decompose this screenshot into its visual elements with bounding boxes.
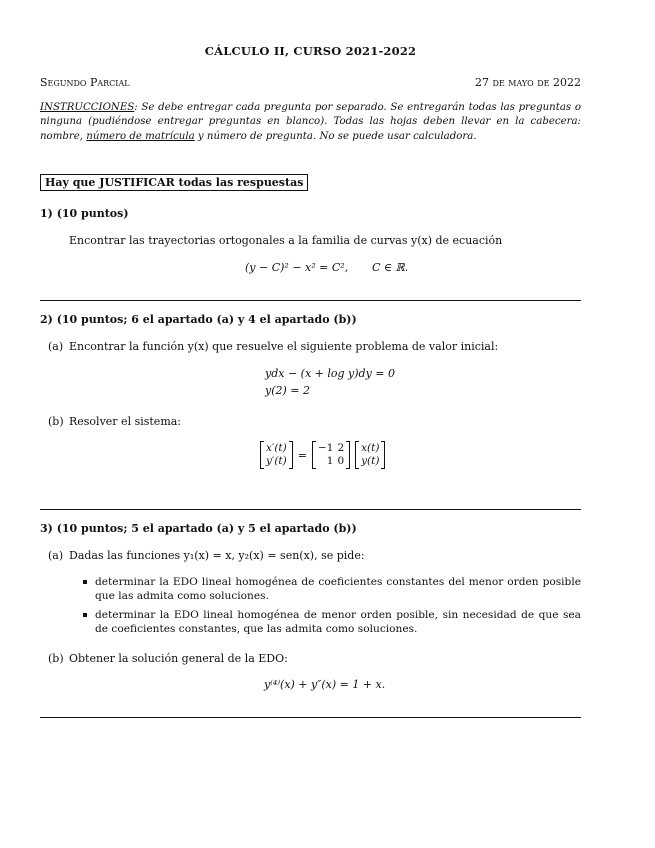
- q3a-label: (a): [48, 549, 64, 562]
- divider-1: [40, 300, 581, 301]
- q3-heading: 3) (10 puntos; 5 el apartado (a) y 5 el apartado (b)): [40, 522, 357, 535]
- justify-notice: Hay que JUSTIFICAR todas las respuestas: [40, 174, 308, 191]
- instructions-text-1: : Se debe entregar cada pregunta por separado. Se entregarán todas las preguntas o ninguna (pudiéndose entregar preguntas en blanco). Todas las hojas deben llevar en la cabecera: nombre,: [40, 102, 581, 142]
- instructions: [40, 101, 581, 144]
- q1-condition: C ∈ ℝ.: [372, 261, 409, 274]
- rhs-entry: x(t): [361, 442, 380, 454]
- q2b-label: (b): [48, 415, 64, 428]
- lhs-vector: [260, 441, 293, 469]
- header-row: [40, 76, 581, 89]
- q2b-text: Resolver el sistema:: [69, 415, 182, 428]
- q3b-equation: y⁽⁴⁾(x) + y″(x) = 1 + x.: [264, 678, 386, 691]
- q1-equation: (y − C)² − x² = C²,: [245, 261, 349, 274]
- divider-2: [40, 509, 581, 510]
- exam-date: 27 de mayo de 2022: [475, 76, 581, 89]
- q2b-system: [260, 441, 385, 469]
- lhs-entry: x′(t): [266, 442, 287, 454]
- q2a-text: Encontrar la función y(x) que resuelve el siguiente problema de valor inicial:: [69, 340, 499, 353]
- equals-sign: =: [297, 448, 307, 462]
- instructions-label: INSTRUCCIONES: [40, 102, 135, 113]
- list-item: determinar la EDO lineal homogénea de coeficientes constantes del menor orden posible que las admita como soluciones.: [80, 575, 581, 603]
- instructions-text-2: y número de pregunta. No se puede usar calculadora.: [194, 130, 477, 142]
- rhs-vector: [355, 441, 385, 469]
- exam-name: Segundo Parcial: [40, 76, 130, 89]
- divider-3: [40, 717, 581, 718]
- q3b-label: (b): [48, 652, 64, 665]
- instructions-underlined: número de matrícula: [86, 130, 195, 142]
- matrix-entry: 2: [337, 442, 345, 454]
- page-title: CÁLCULO II, CURSO 2021-2022: [204, 44, 417, 58]
- q1-heading: 1) (10 puntos): [40, 207, 129, 220]
- matrix-entry: −1: [317, 442, 334, 454]
- q3b-text: Obtener la solución general de la EDO:: [69, 652, 288, 665]
- matrix-entry: 1: [326, 455, 334, 467]
- q3a-text: Dadas las funciones y₁(x) = x, y₂(x) = sen(x), se pide:: [69, 549, 365, 562]
- list-item: determinar la EDO lineal homogénea de menor orden posible, sin necesidad de que sea de coeficientes constantes, que las admita como soluciones.: [80, 608, 581, 636]
- rhs-entry: y(t): [361, 455, 380, 467]
- coefficient-matrix: [312, 441, 350, 469]
- matrix-entry: 0: [337, 455, 345, 467]
- q3a-bullets: [80, 575, 581, 641]
- q1-text: Encontrar las trayectorias ortogonales a la familia de curvas y(x) de ecuación: [69, 234, 503, 247]
- lhs-entry: y′(t): [266, 455, 287, 467]
- q2-heading: 2) (10 puntos; 6 el apartado (a) y 4 el apartado (b)): [40, 313, 357, 326]
- q2a-equation-1: ydx − (x + log y)dy = 0: [265, 367, 396, 380]
- q2a-label: (a): [48, 340, 64, 353]
- q2a-equation-2: y(2) = 2: [265, 384, 311, 397]
